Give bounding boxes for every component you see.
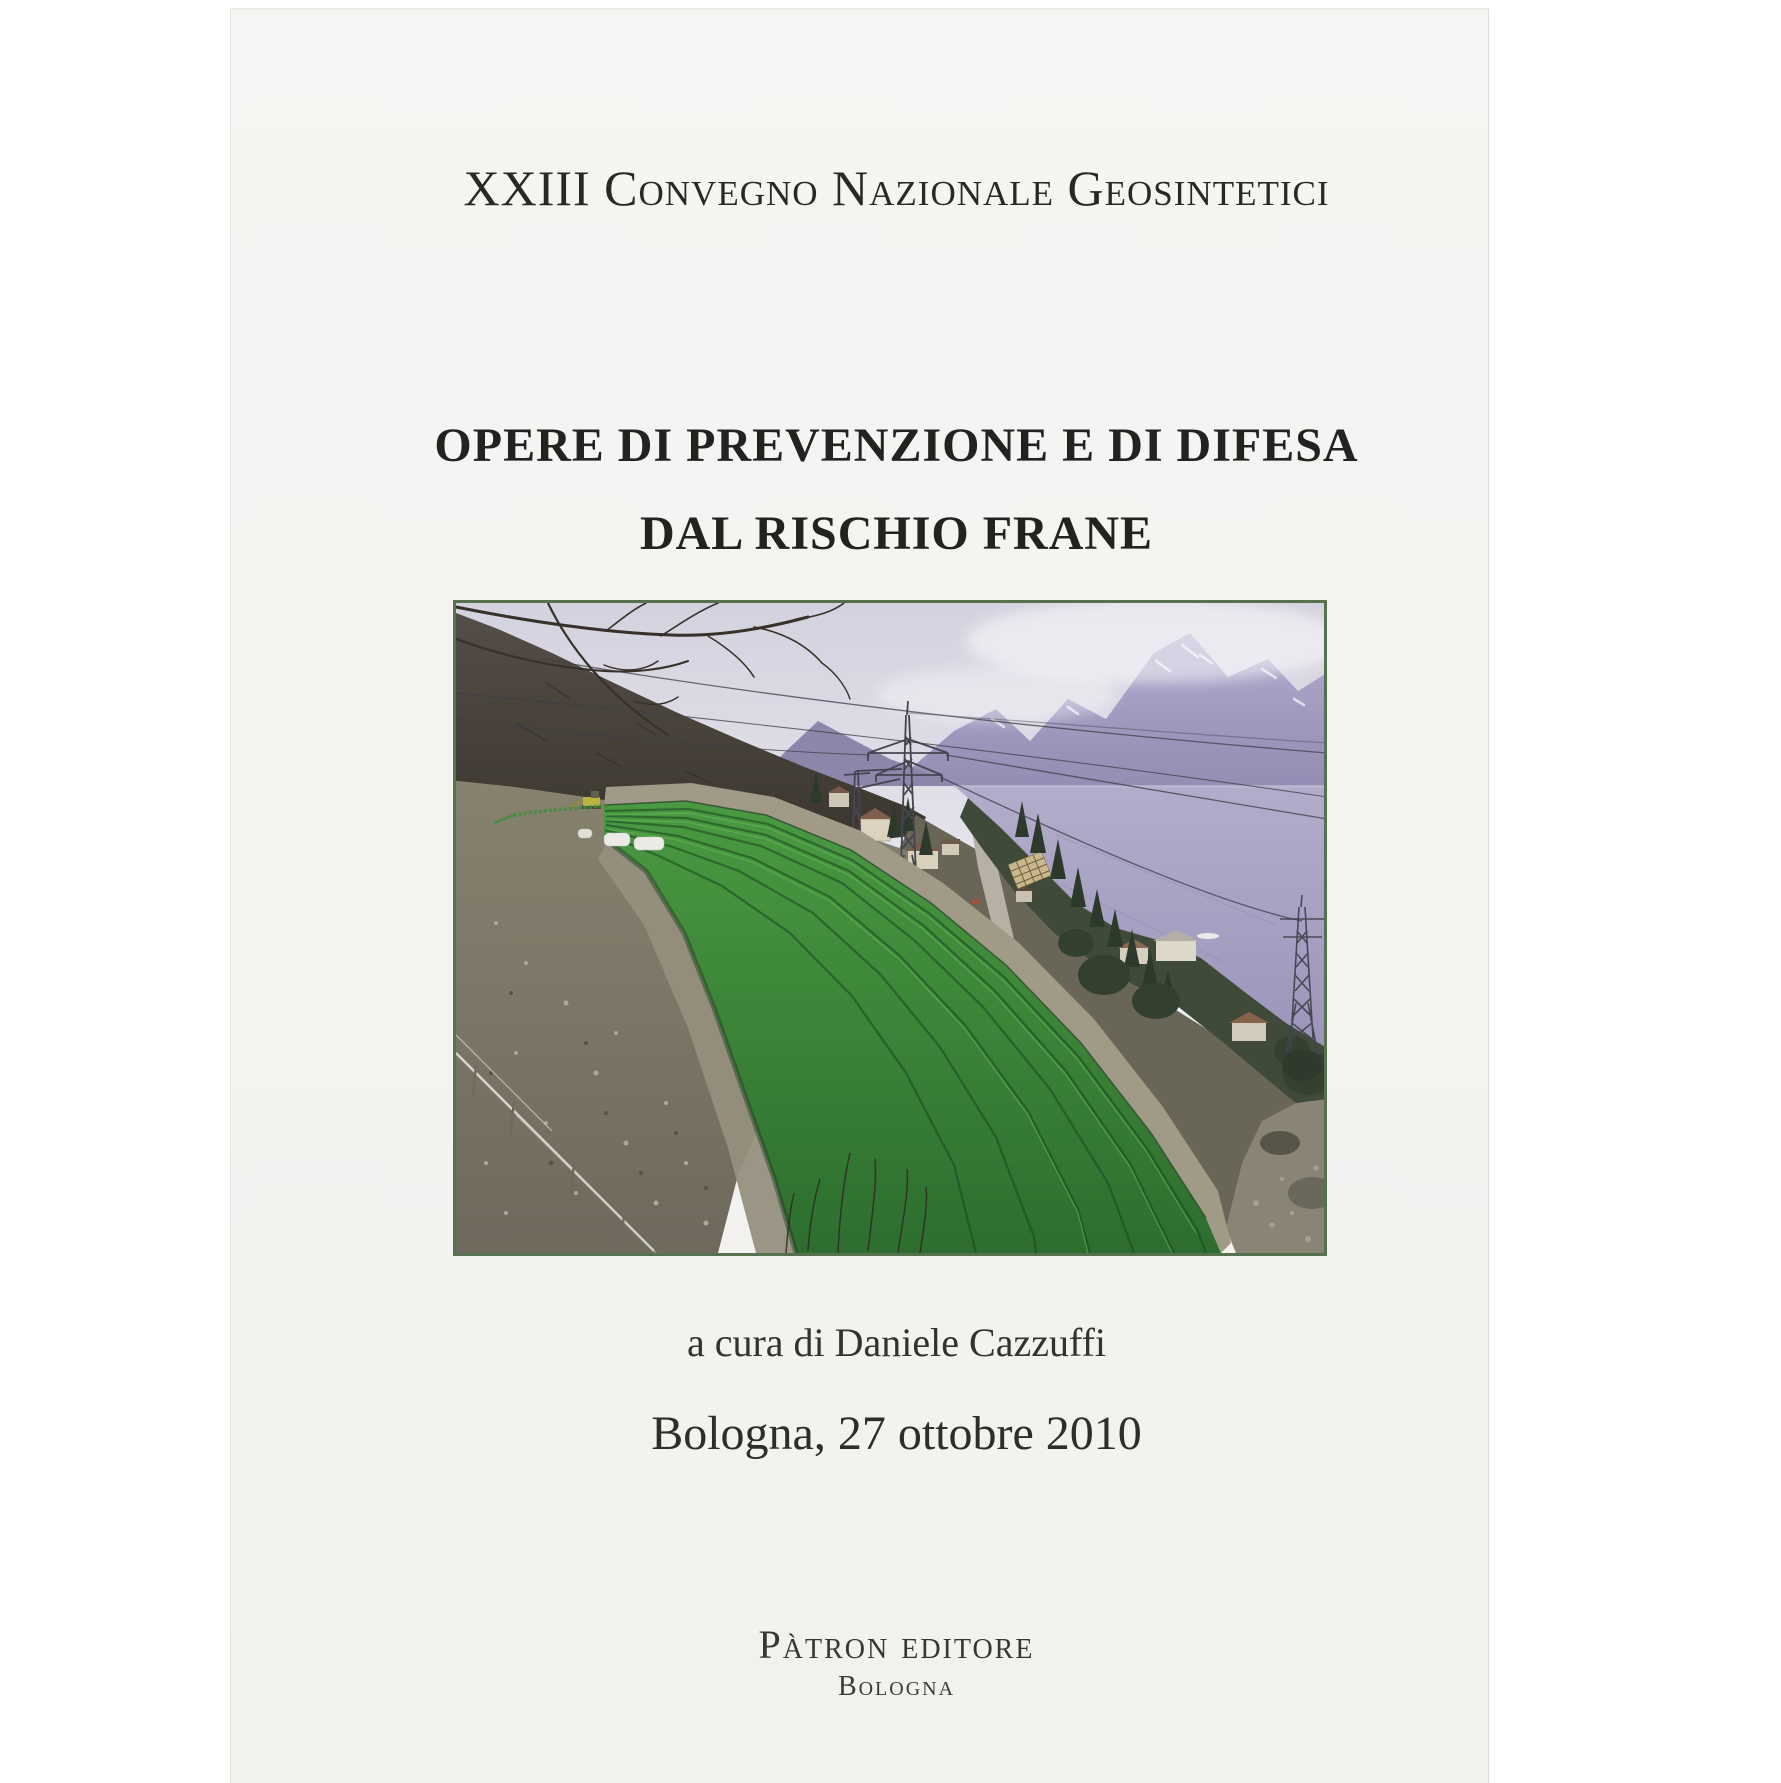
title-line-2: DAL RISCHIO FRANE	[639, 507, 1154, 560]
publisher-city: Bologna	[837, 1671, 956, 1702]
publisher-block	[268, 1622, 1525, 1704]
cover-photo-frame	[453, 600, 1327, 1256]
conference-header: XXIII Convegno Nazionale Geosintetici	[463, 160, 1330, 216]
tower-base-trees	[1282, 1049, 1322, 1081]
title-line-1: OPERE DI PREVENZIONE E DI DIFESA	[434, 419, 1359, 472]
editor-credit: a cura di Daniele Cazzuffi	[686, 1320, 1107, 1365]
house	[941, 839, 960, 855]
cover-photo	[453, 600, 1327, 1256]
book-title	[268, 402, 1525, 578]
construction-material	[972, 899, 979, 904]
publisher-name: Pàtron editore	[758, 1622, 1035, 1667]
book-cover	[230, 8, 1489, 1783]
boat	[1197, 933, 1219, 939]
event-date: Bologna, 27 ottobre 2010	[651, 1407, 1142, 1460]
